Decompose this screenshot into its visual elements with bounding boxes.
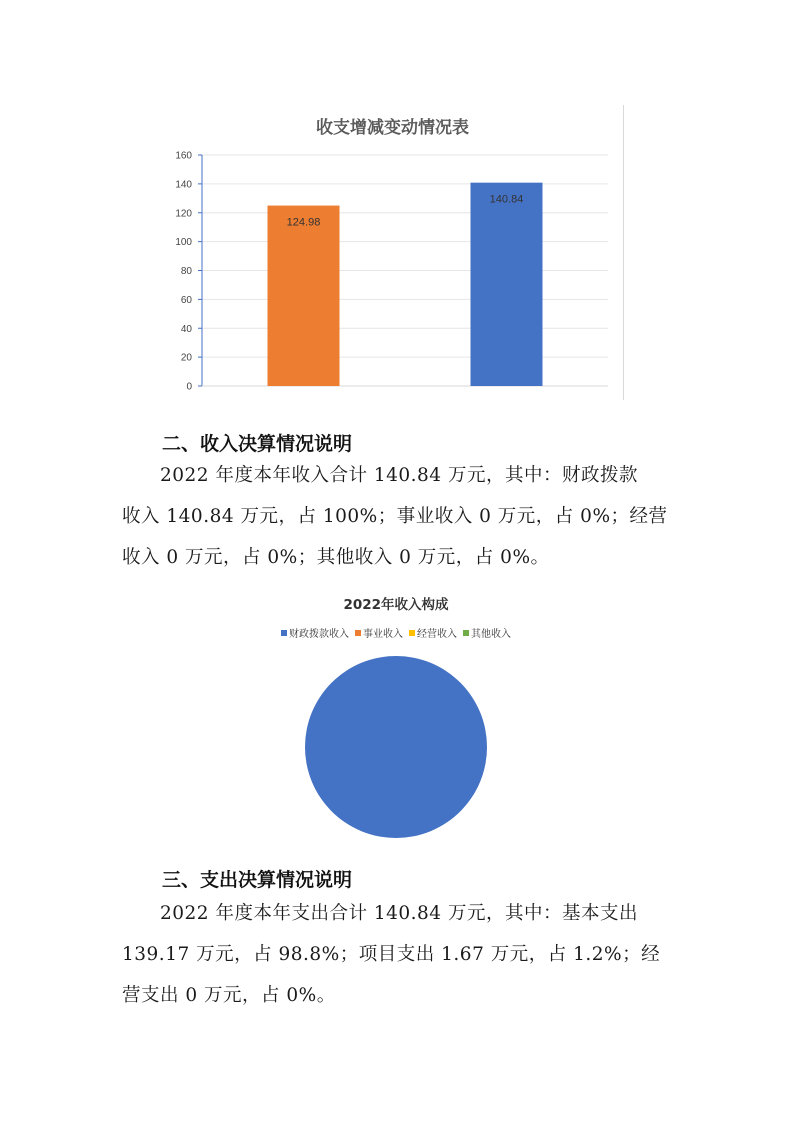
legend-item (355, 625, 403, 640)
y-tick-label: 160 (175, 150, 192, 162)
y-tick-label: 0 (186, 381, 192, 393)
y-tick-label: 120 (175, 208, 192, 220)
paragraph-line: 139.17 万元，占 98.8%；项目支出 1.67 万元，占 1.2%；经 (122, 944, 661, 965)
income-expense-change-chart (160, 105, 625, 400)
y-tick-label: 20 (180, 352, 192, 364)
y-tick-label: 80 (180, 266, 192, 277)
legend-swatch (281, 630, 287, 636)
paragraph-line: 收入 0 万元，占 0%；其他收入 0 万元，占 0%。 (122, 547, 550, 568)
pie-slice (305, 656, 487, 838)
data-label: 124.98 (286, 216, 321, 229)
section-heading-income: 二、收入决算情况说明 (162, 433, 353, 455)
legend-item (281, 625, 349, 640)
data-label: 140.84 (489, 193, 524, 206)
bar-chart-svg (160, 105, 625, 400)
paragraph-line: 2022 年度本年收入合计 140.84 万元，其中：财政拨款 (160, 465, 638, 486)
y-tick-label: 100 (175, 237, 192, 249)
legend-swatch (463, 630, 469, 636)
legend-label: 经营收入 (417, 629, 457, 640)
paragraph-line: 营支出 0 万元，占 0%。 (122, 985, 336, 1006)
y-tick-label: 40 (180, 323, 192, 335)
bar (471, 183, 543, 386)
legend-swatch (355, 630, 361, 636)
legend-label: 财政拨款收入 (289, 629, 349, 640)
chart-title: 收支增减变动情况表 (316, 118, 469, 138)
paragraph-line: 收入 140.84 万元，占 100%；事业收入 0 万元，占 0%；经营 (122, 506, 668, 527)
expense-paragraph (122, 893, 682, 1016)
y-tick-label: 60 (180, 294, 192, 306)
bar (268, 206, 340, 386)
legend-item (409, 625, 457, 640)
pie-legend (200, 625, 592, 640)
paragraph-line: 2022 年度本年支出合计 140.84 万元，其中：基本支出 (160, 903, 638, 924)
legend-label: 事业收入 (363, 629, 403, 640)
y-tick-label: 140 (175, 179, 192, 191)
pie-chart-title: 2022年收入构成 (343, 597, 449, 613)
legend-swatch (409, 630, 415, 636)
legend-label: 其他收入 (471, 629, 511, 640)
income-paragraph (122, 455, 682, 578)
chart-border (623, 105, 624, 400)
income-composition-pie (300, 655, 492, 847)
section-heading-expense: 三、支出决算情况说明 (162, 869, 353, 891)
legend-item (463, 625, 511, 640)
